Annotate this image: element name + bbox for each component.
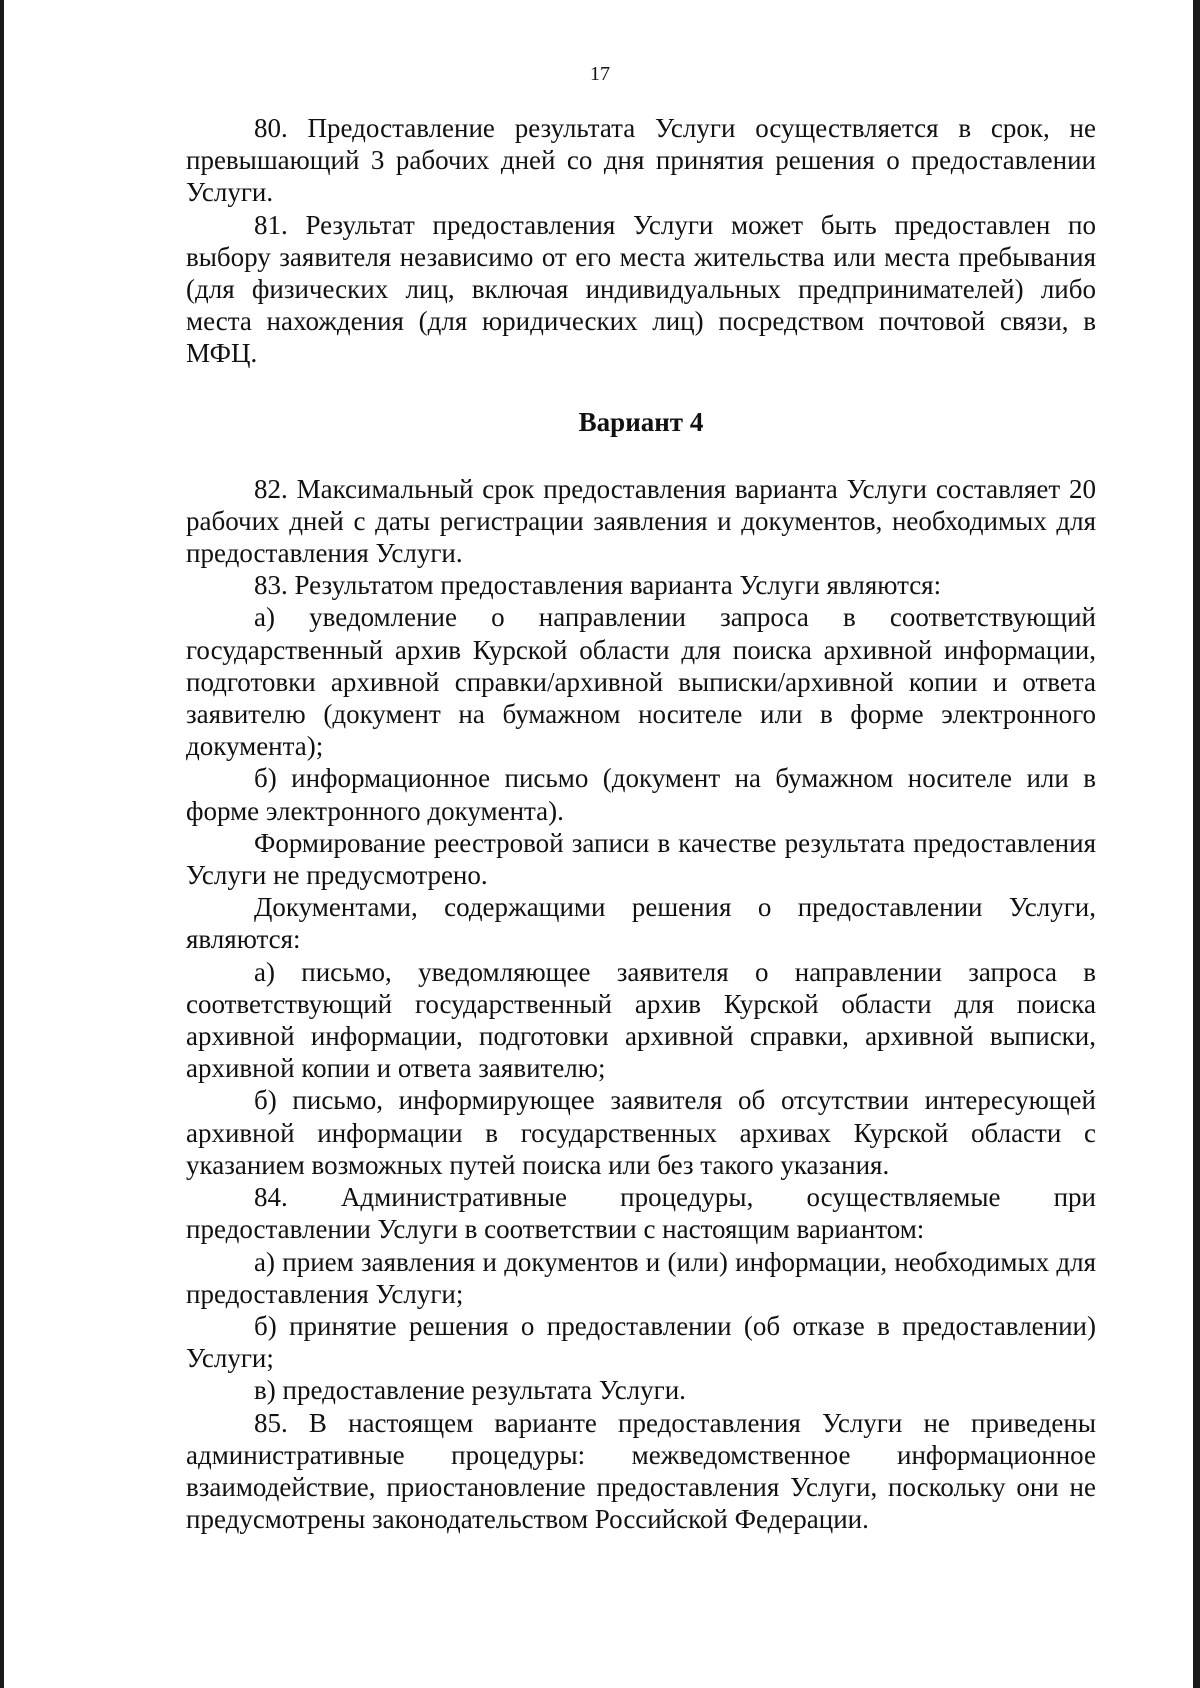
page-number: 17 — [590, 63, 610, 85]
paragraph-decision-item-b: б) письмо, информирующее заявителя об отсутствии интересующей архивной информации в государственных архивах Курской области с указанием возможных путей поиска или без такого указания. — [186, 1085, 1096, 1180]
scan-border-right — [1193, 0, 1200, 1688]
paragraph-84: 84. Административные процедуры, осуществляемые при предоставлении Услуги в соответствии с настоящим вариантом: — [186, 1182, 1096, 1245]
section-heading: Вариант 4 — [578, 406, 704, 437]
paragraph-83-item-b: б) информационное письмо (документ на бумажном носителе или в форме электронного документа). — [186, 763, 1096, 826]
paragraph-85: 85. В настоящем варианте предоставления Услуги не приведены административные процедуры: межведомственное информационное взаимодействие, приостановление предоставления Услуги, поскольку они не предусмотрены законодательством Российской Федерации. — [186, 1407, 1096, 1535]
paragraph-84-item-c: в) предоставление результата Услуги. — [254, 1375, 686, 1406]
paragraph-81: 81. Результат предоставления Услуги может быть предоставлен по выбору заявителя независимо от его места жительства или места пребывания (для физических лиц, включая индивидуальных предпринимателей) либо места нахождения (для юридических лиц) посредством почтовой связи, в МФЦ. — [186, 209, 1096, 369]
paragraph-80: 80. Предоставление результата Услуги осуществляется в срок, не превышающий 3 рабочих дней со дня принятия решения о предоставлении Услуги. — [186, 113, 1096, 208]
document-body — [186, 112, 1096, 1535]
paragraph-83-item-a: а) уведомление о направлении запроса в соответствующий государственный архив Курской области для поиска архивной информации, подготовки архивной справки/архивной выписки/архивной копии и ответа заявителю (документ на бумажном носителе или в форме электронного документа); — [186, 602, 1096, 762]
scan-border-left — [0, 0, 4, 1688]
paragraph-decision-documents: Документами, содержащими решения о предоставлении Услуги, являются: — [186, 892, 1096, 955]
paragraph-83: 83. Результатом предоставления варианта Услуги являются: — [254, 570, 942, 601]
paragraph-registry-note: Формирование реестровой записи в качестве результата предоставления Услуги не предусмотрено. — [186, 827, 1096, 891]
paragraph-84-item-a: а) прием заявления и документов и (или) информации, необходимых для предоставления Услуги; — [186, 1246, 1096, 1309]
paragraph-82: 82. Максимальный срок предоставления варианта Услуги составляет 20 рабочих дней с даты регистрации заявления и документов, необходимых для предоставления Услуги. — [186, 473, 1096, 569]
paragraph-decision-item-a: а) письмо, уведомляющее заявителя о направлении запроса в соответствующий государственный архив Курской области для поиска архивной информации, подготовки архивной справки, архивной выписки, архивной копии и ответа заявителю; — [186, 956, 1096, 1084]
paragraph-84-item-b: б) принятие решения о предоставлении (об отказе в предоставлении) Услуги; — [186, 1310, 1096, 1374]
